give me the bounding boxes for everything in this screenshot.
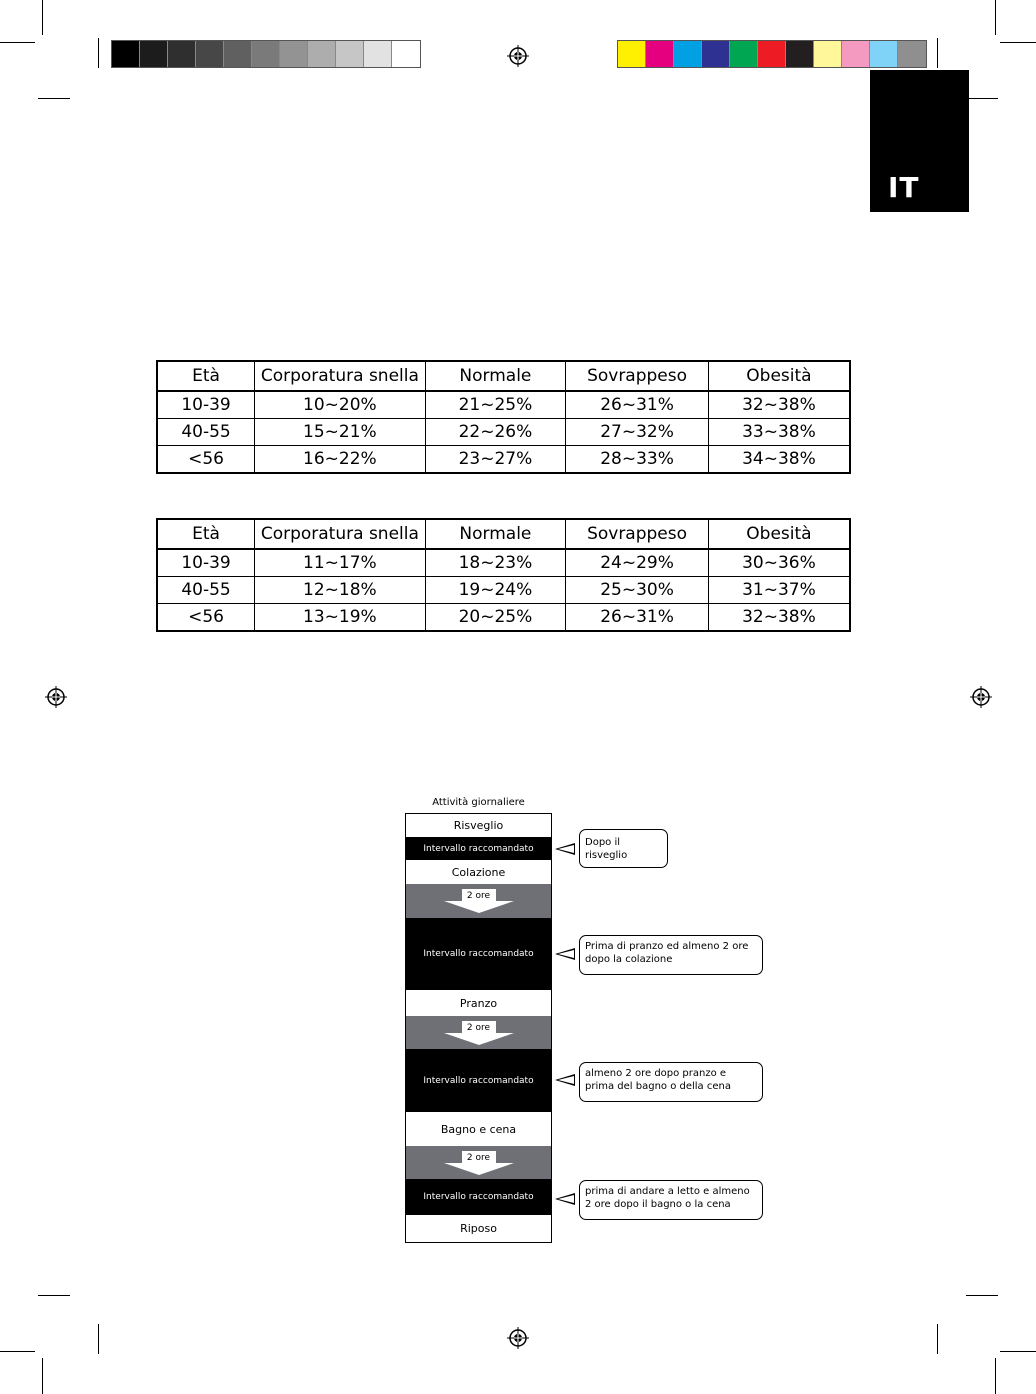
- gap-label: 2 ore: [466, 891, 491, 901]
- registration-mark-icon: [507, 45, 529, 67]
- color-swatch: [224, 41, 252, 67]
- header-obesity: Obesità: [708, 519, 850, 549]
- callout-pointer: [555, 1193, 575, 1205]
- timeline-gap: [406, 1016, 551, 1049]
- table-cell: 24~29%: [566, 549, 709, 577]
- header-slim: Corporatura snella: [255, 361, 426, 391]
- timeline-lunch: Pranzo: [406, 990, 551, 1016]
- crop-mark: [42, 0, 43, 35]
- timeline-gap: [406, 884, 551, 918]
- timeline-interval: Intervallo raccomandato: [406, 1179, 551, 1215]
- header-normal: Normale: [425, 361, 566, 391]
- timeline-interval: Intervallo raccomandato: [406, 837, 551, 860]
- table-header-row: [157, 519, 850, 549]
- table-cell: <56: [157, 604, 255, 632]
- header-normal: Normale: [425, 519, 566, 549]
- header-obesity: Obesità: [708, 361, 850, 391]
- crop-mark: [1000, 1351, 1036, 1352]
- header-age: Età: [157, 361, 255, 391]
- header-overweight: Sovrappeso: [566, 519, 709, 549]
- crop-mark: [995, 0, 996, 35]
- table-cell: 28~33%: [566, 446, 709, 474]
- header-age: Età: [157, 519, 255, 549]
- table-row: [157, 577, 850, 604]
- timeline-wake: Risveglio: [406, 814, 551, 837]
- table-cell: 25~30%: [566, 577, 709, 604]
- crop-mark: [966, 1295, 998, 1296]
- timeline-interval: Intervallo raccomandato: [406, 1049, 551, 1112]
- daily-timeline: [405, 813, 552, 1243]
- timeline-rest: Riposo: [406, 1215, 551, 1242]
- crop-mark: [937, 1324, 938, 1354]
- crop-mark: [968, 98, 998, 99]
- callout-text: Dopo il risveglio: [585, 836, 628, 861]
- color-swatch: [336, 41, 364, 67]
- arrow-down-icon: [444, 1151, 514, 1175]
- callout-pointer: [555, 843, 575, 855]
- table-cell: 23~27%: [425, 446, 566, 474]
- table-cell: 18~23%: [425, 549, 566, 577]
- arrow-down-icon: [444, 889, 514, 913]
- color-swatch: [308, 41, 336, 67]
- table-row: [157, 391, 850, 419]
- registration-mark-icon: [45, 686, 67, 708]
- table-cell: 40-55: [157, 577, 255, 604]
- body-fat-table-1: [156, 360, 851, 474]
- table-cell: 40-55: [157, 419, 255, 446]
- gap-label: 2 ore: [466, 1022, 491, 1033]
- crop-mark: [0, 42, 35, 43]
- table-row: [157, 446, 850, 474]
- callout-pointer: [555, 948, 575, 960]
- color-swatch: [870, 41, 898, 67]
- color-swatch: [674, 41, 702, 67]
- callout-before-bed: [579, 1180, 763, 1220]
- color-swatch: [730, 41, 758, 67]
- color-swatch: [112, 41, 140, 67]
- table-cell: 30~36%: [708, 549, 850, 577]
- color-swatch: [842, 41, 870, 67]
- table-row: [157, 549, 850, 577]
- table-cell: 26~31%: [566, 391, 709, 419]
- color-swatch: [646, 41, 674, 67]
- color-swatch: [252, 41, 280, 67]
- registration-mark-icon: [507, 1327, 529, 1349]
- table-cell: 31~37%: [708, 577, 850, 604]
- table-cell: 10-39: [157, 549, 255, 577]
- table-cell: 34~38%: [708, 446, 850, 474]
- crop-mark: [98, 38, 99, 68]
- gap-label: 2 ore: [466, 1152, 491, 1163]
- table-cell: 20~25%: [425, 604, 566, 632]
- table-cell: 26~31%: [566, 604, 709, 632]
- timeline-interval: Intervallo raccomandato: [406, 918, 551, 990]
- crop-mark: [98, 1324, 99, 1354]
- color-swatch: [140, 41, 168, 67]
- table-cell: 11~17%: [255, 549, 426, 577]
- color-swatch: [392, 41, 420, 67]
- timeline-breakfast: Colazione: [406, 860, 551, 884]
- crop-mark: [0, 1351, 35, 1352]
- callout-text: prima di andare a letto e almeno 2 ore dopo il bagno o la cena: [585, 1186, 750, 1210]
- table-cell: 21~25%: [425, 391, 566, 419]
- language-tab: [870, 70, 969, 212]
- color-swatch: [280, 41, 308, 67]
- color-swatch: [618, 41, 646, 67]
- crop-mark: [1000, 42, 1036, 43]
- callout-text: almeno 2 ore dopo pranzo e prima del bagno o della cena: [585, 1068, 731, 1092]
- color-swatch: [898, 41, 926, 67]
- timeline-bath-dinner: Bagno e cena: [406, 1112, 551, 1146]
- table-cell: 22~26%: [425, 419, 566, 446]
- table-cell: 33~38%: [708, 419, 850, 446]
- crop-mark: [995, 1358, 996, 1394]
- callout-pointer: [555, 1074, 575, 1086]
- callout-after-wake: [579, 829, 668, 868]
- body-fat-table-2: [156, 518, 851, 632]
- table-header-row: [157, 361, 850, 391]
- table-cell: 16~22%: [255, 446, 426, 474]
- color-swatch: [814, 41, 842, 67]
- color-swatch: [786, 41, 814, 67]
- table-cell: 10-39: [157, 391, 255, 419]
- timeline-title: Attività giornaliere: [432, 797, 525, 808]
- table-cell: 32~38%: [708, 604, 850, 632]
- color-swatch: [702, 41, 730, 67]
- arrow-down-icon: [444, 1021, 514, 1045]
- table-cell: 32~38%: [708, 391, 850, 419]
- table-row: [157, 604, 850, 632]
- table-cell: 19~24%: [425, 577, 566, 604]
- process-color-bar: [617, 40, 927, 68]
- timeline-gap: [406, 1146, 551, 1179]
- color-swatch: [168, 41, 196, 67]
- table-cell: 12~18%: [255, 577, 426, 604]
- header-overweight: Sovrappeso: [566, 361, 709, 391]
- callout-text: Prima di pranzo ed almeno 2 ore dopo la colazione: [585, 941, 749, 965]
- table-cell: 27~32%: [566, 419, 709, 446]
- crop-mark: [937, 38, 938, 68]
- table-cell: 10~20%: [255, 391, 426, 419]
- table-cell: <56: [157, 446, 255, 474]
- header-slim: Corporatura snella: [255, 519, 426, 549]
- color-swatch: [758, 41, 786, 67]
- crop-mark: [42, 1358, 43, 1394]
- callout-before-lunch: [579, 935, 763, 975]
- color-swatch: [196, 41, 224, 67]
- table-row: [157, 419, 850, 446]
- color-swatch: [364, 41, 392, 67]
- grayscale-color-bar: [111, 40, 421, 68]
- registration-mark-icon: [970, 686, 992, 708]
- crop-mark: [38, 98, 70, 99]
- table-cell: 13~19%: [255, 604, 426, 632]
- table-cell: 15~21%: [255, 419, 426, 446]
- language-tab-label: IT: [888, 171, 920, 204]
- callout-after-lunch: [579, 1062, 763, 1102]
- crop-mark: [38, 1295, 70, 1296]
